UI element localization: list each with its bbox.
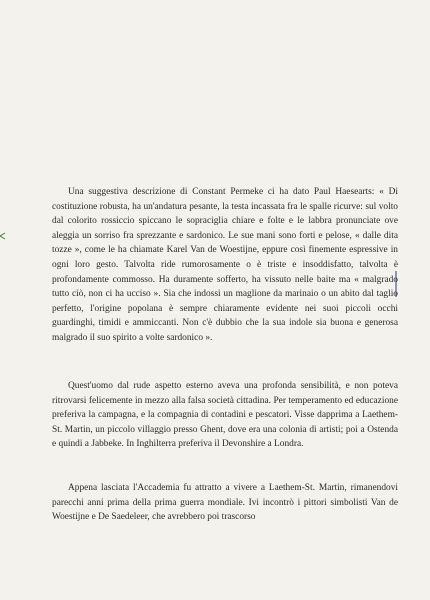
- pencil-margin-mark: [394, 271, 398, 297]
- margin-binding-mark: [0, 232, 6, 240]
- paragraph-sensibility: Quest'uomo dal rude aspetto esterno aveva una profonda sensibilità, e non poteva ritrovarsi felicemente in mezzo alla falsa società cittadina. Per temperamento ed educazione preferiva la campagna, e la compagnia di contadini e pescatori. Visse dapprima a Laethem-St. Martin, un piccolo villaggio presso Ghent, dove era una colonia di artisti; poi a Ostenda e quindi a Jabbeke. In Inghilterra preferiva il Devonshire a Londra.: [52, 381, 398, 450]
- paragraph-permeke-description: Una suggestiva descrizione di Constant Permeke ci ha dato Paul Haesearts: « Di costituzione robusta, ha un'andatura pesante, la testa incassata fra le spalle ricurve: sul volto dal colorito rossiccio spiccano le sopraciglia chiare e folte e le labbra pronunciate ove aleggia un sorriso fra sprezzante e sardonico. Le sue mani sono forti e pelose, « dalle dita tozze », come le ha chiamate Karel Van de Woestijne, eppure così finemente espressive in ogni loro gesto. Talvolta ride rumorosamente o è triste e insoddisfatto, talvolta è profondamente commosso. Ha duramente sofferto, ha vissuto nelle baite ma « malgrado tutto ciò, non ci ha ucciso ». Sia che indossi un maglione da marinaio o un abito dal taglio perfetto, l'origine popolana è sempre chiaramente evidente nei suoi piccoli occhi guardinghi, timidi e ammiccanti. Non c'è dubbio che la sua indole sia buona e generosa malgrado il suo spirito a volte sardonico ».: [52, 187, 398, 343]
- paragraph-laethem: Appena lasciata l'Accademia fu attratto a vivere a Laethem-St. Martin, rimanendovi parecchi anni prima della prima guerra mondiale. Ivi incontrò i pittori simbolisti Van de Woestijne e De Saedeleer, che avrebbero poi trascorso: [52, 483, 398, 523]
